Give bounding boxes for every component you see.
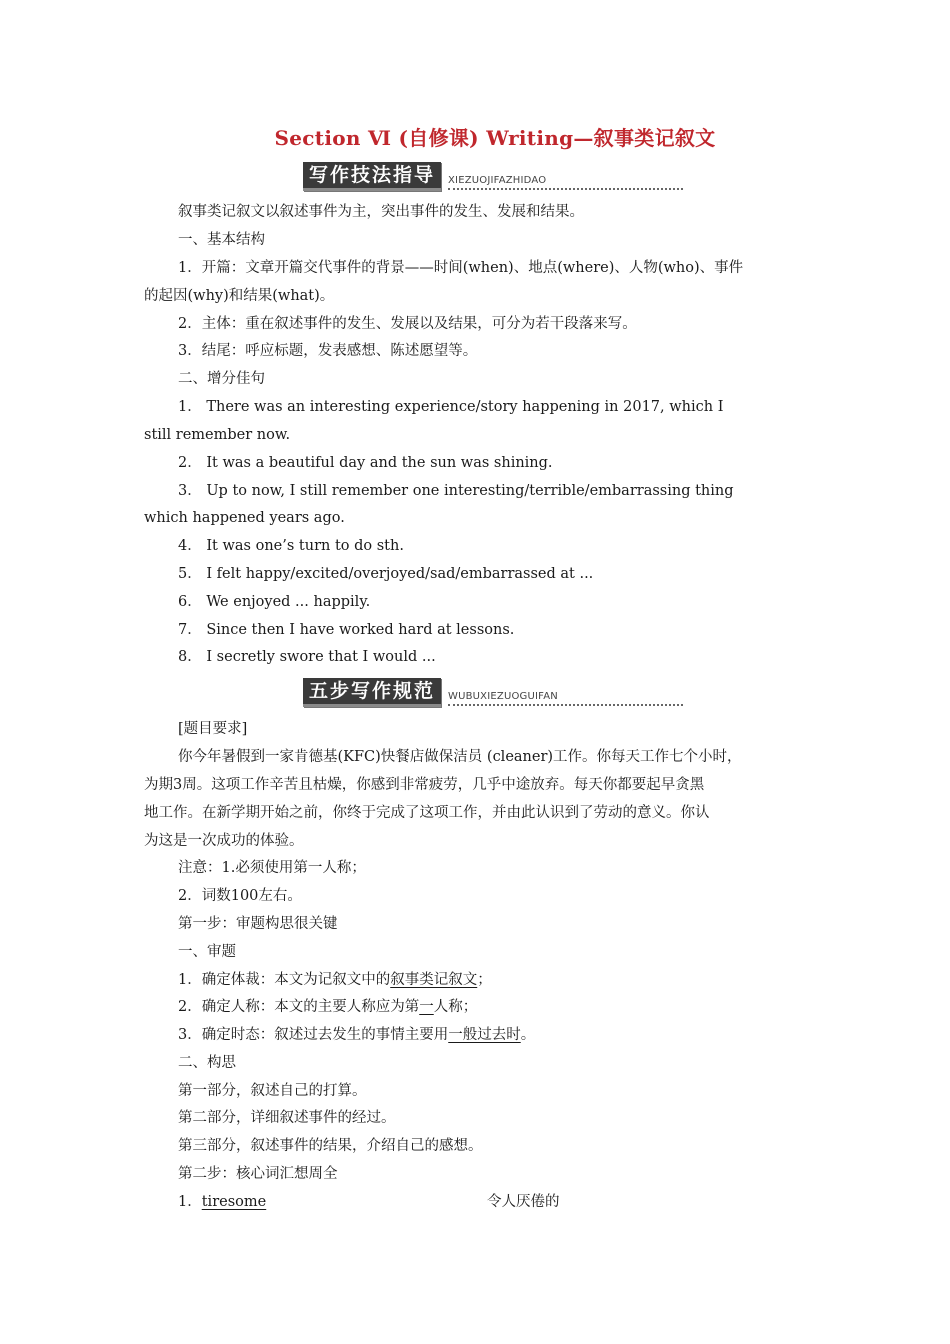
step-heading: 第一步：审题构思很关键 [178, 916, 338, 932]
sentence-line: 7． Since then I have worked hard at lessons. [178, 622, 515, 638]
structure-line: 1．开篇：文章开篇交代事件的背景——时间(when)、地点(where)、人物(who)、事件 [178, 260, 744, 276]
analysis-line: 2．确定人称：本文的主要人称应为第一人称； [178, 999, 478, 1015]
banner-label: 写作技法指导 [303, 162, 441, 191]
sentence-line: 5． I felt happy/excited/overjoyed/sad/embarrassed at ... [178, 566, 594, 582]
banner-label: 五步写作规范 [303, 678, 441, 707]
task-line: 为这是一次成功的体验。 [144, 833, 304, 849]
note-line: 2．词数100左右。 [178, 888, 302, 904]
intro-text: 叙事类记叙文以叙述事件为主，突出事件的发生、发展和结果。 [178, 204, 584, 220]
sentence-line: 8． I secretly swore that I would ... [178, 649, 436, 665]
vocab-word: tiresome [201, 1194, 267, 1210]
page-title: Section Ⅵ (自修课) Writing—叙事类记叙文 [274, 126, 716, 150]
dotted-rule [448, 704, 683, 706]
answer-underlined: 一 [419, 999, 434, 1015]
heading-sentences: 二、增分佳句 [178, 371, 265, 387]
plan-line: 第一部分，叙述自己的打算。 [178, 1083, 367, 1099]
heading-plan: 二、构思 [178, 1055, 236, 1071]
banner-pinyin: XIEZUOJIFAZHIDAO [448, 175, 547, 186]
sentence-line: 4． It was one’s turn to do sth. [178, 538, 404, 554]
heading-analysis: 一、审题 [178, 944, 236, 960]
sentence-line: 6． We enjoyed ... happily. [178, 594, 371, 610]
task-line: 为期3周。这项工作辛苦且枯燥，你感到非常疲劳，几乎中途放弃。每天你都要起早贪黑 [144, 777, 705, 793]
sentence-line: 3． Up to now, I still remember one interesting/terrible/embarrassing thing [178, 483, 734, 499]
sentence-line: still remember now. [144, 427, 291, 443]
task-label: [题目要求] [178, 721, 248, 737]
vocab-item: 1．tiresome [178, 1194, 267, 1210]
structure-line: 3．结尾：呼应标题，发表感想、陈述愿望等。 [178, 343, 478, 359]
step-heading: 第二步：核心词汇想周全 [178, 1166, 338, 1182]
dotted-rule [448, 188, 683, 190]
structure-line: 的起因(why)和结果(what)。 [144, 288, 335, 304]
task-line: 你今年暑假到一家肯德基(KFC)快餐店做保洁员 (cleaner)工作。你每天工作七个小时， [178, 749, 742, 765]
answer-underlined: 叙事类记叙文 [390, 972, 478, 988]
analysis-line: 1．确定体裁：本文为记叙文中的叙事类记叙文； [178, 972, 492, 988]
task-line: 地工作。在新学期开始之前，你终于完成了这项工作，并由此认识到了劳动的意义。你认 [144, 805, 710, 821]
sentence-line: 1． There was an interesting experience/story happening in 2017, which I [178, 399, 724, 415]
banner-pinyin: WUBUXIEZUOGUIFAN [448, 691, 558, 702]
sentence-line: which happened years ago. [144, 510, 345, 526]
structure-line: 2．主体：重在叙述事件的发生、发展以及结果，可分为若干段落来写。 [178, 316, 637, 332]
plan-line: 第二部分，详细叙述事件的经过。 [178, 1110, 396, 1126]
plan-line: 第三部分，叙述事件的结果，介绍自己的感想。 [178, 1138, 483, 1154]
heading-structure: 一、基本结构 [178, 232, 265, 248]
note-line: 注意：1.必须使用第一人称； [178, 860, 366, 876]
section-banner-five-steps [303, 678, 683, 706]
analysis-line: 3．确定时态：叙述过去发生的事情主要用一般过去时。 [178, 1027, 536, 1043]
answer-underlined: 一般过去时 [448, 1027, 521, 1043]
section-banner-writing-skills [303, 162, 683, 190]
vocab-meaning: 令人厌倦的 [487, 1194, 560, 1210]
sentence-line: 2． It was a beautiful day and the sun was shining. [178, 455, 553, 471]
